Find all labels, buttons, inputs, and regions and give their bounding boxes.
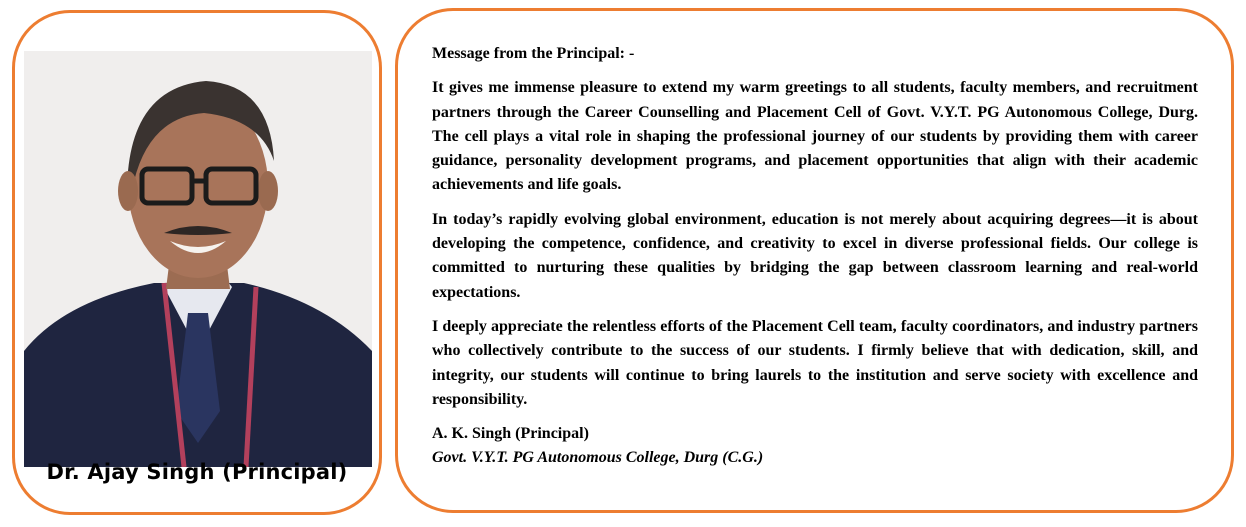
- message-paragraph: In today’s rapidly evolving global environment, education is not merely about acquiring degrees—it is about developing the competence, confidence, and creativity to excel in diverse professional fields. Our college is committed to nurturing these qualities by bridging the gap between classroom learning and real-world expectations.: [432, 210, 1198, 301]
- message-paragraph: It gives me immense pleasure to extend my warm greetings to all students, faculty members, and recruitment partners through the Career Counselling and Placement Cell of Govt. V.Y.T. PG Autonomous College, Durg. The cell plays a vital role in shaping the professional journey of our students by providing them with career guidance, personality development programs, and placement opportunities that align with their academic achievements and life goals.: [432, 79, 1198, 194]
- principal-photo: [24, 51, 372, 467]
- message-paragraph: I deeply appreciate the relentless efforts of the Placement Cell team, faculty coordinators, and industry partners who collectively contribute to the success of our students. I firmly believe that with dedication, skill, and integrity, our students will continue to bring laurels to the institution and serve society with excellence and responsibility.: [432, 317, 1198, 408]
- signature-name: A. K. Singh (Principal): [432, 425, 589, 443]
- principal-photo-card: [12, 10, 382, 515]
- signature-organization: Govt. V.Y.T. PG Autonomous College, Durg (C.G.): [432, 449, 764, 467]
- message-body: [432, 42, 1198, 471]
- message-heading: Message from the Principal: -: [432, 45, 635, 62]
- photo-caption: Dr. Ajay Singh (Principal): [46, 460, 348, 484]
- principal-portrait-image: [24, 51, 372, 467]
- principal-message-card: [395, 8, 1234, 513]
